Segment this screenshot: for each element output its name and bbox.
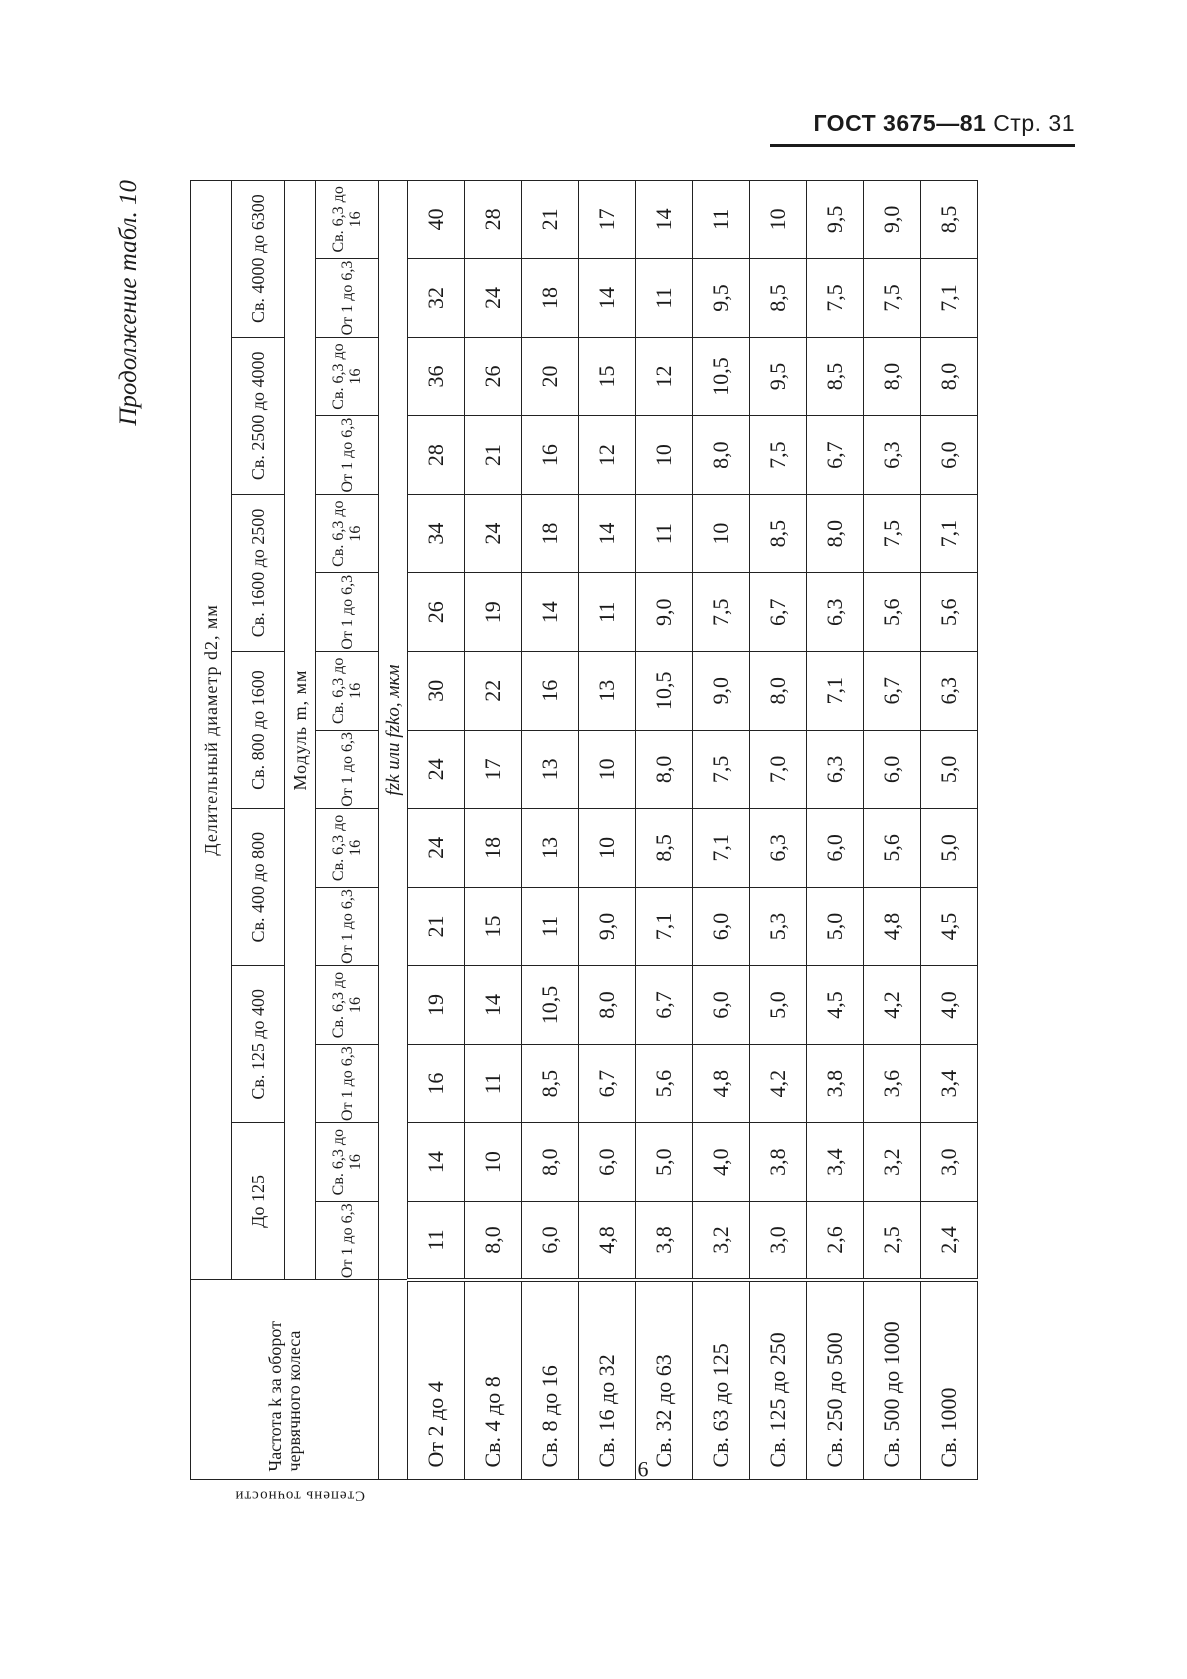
stepen-spacer: [693, 1480, 750, 1510]
value-cell: 11: [408, 1201, 465, 1280]
value-cell: 11: [522, 887, 579, 966]
value-cell: 4,0: [693, 1123, 750, 1202]
value-cell: 5,6: [921, 573, 978, 652]
value-cell: 3,0: [921, 1123, 978, 1202]
value-cell: 3,8: [807, 1044, 864, 1123]
module-a: От 1 до 6,3: [316, 1201, 379, 1280]
value-cell: 7,5: [750, 416, 807, 495]
value-cell: 11: [636, 259, 693, 338]
stepen-spacer: [750, 1480, 807, 1510]
frequency-header: Частота k за оборот червячного колеса: [191, 1280, 379, 1480]
value-cell: 16: [522, 652, 579, 731]
frequency-cell: Св. 125 до 250: [750, 1280, 807, 1480]
value-cell: 8,0: [750, 652, 807, 731]
value-cell: 2,5: [864, 1201, 921, 1280]
value-cell: 4,8: [579, 1201, 636, 1280]
page-header: [813, 110, 1075, 137]
value-cell: 8,5: [636, 809, 693, 888]
value-cell: 8,0: [579, 966, 636, 1045]
frequency-cell: Св. 16 до 32: [579, 1280, 636, 1480]
module-b: Св. 6,3 до 16: [316, 966, 379, 1045]
value-cell: 6,7: [864, 652, 921, 731]
frequency-cell: Св. 32 до 63: [636, 1280, 693, 1480]
value-cell: 5,6: [636, 1044, 693, 1123]
value-cell: 7,5: [693, 730, 750, 809]
value-cell: 8,0: [465, 1201, 522, 1280]
frequency-cell: От 2 до 4: [408, 1280, 465, 1480]
table-caption: Продолжение табл. 10: [115, 180, 142, 426]
value-cell: 6,0: [864, 730, 921, 809]
stepen-spacer: [636, 1480, 693, 1510]
value-cell: 3,0: [750, 1201, 807, 1280]
value-cell: 6,0: [921, 416, 978, 495]
value-cell: 6,0: [579, 1123, 636, 1202]
stepen-spacer: [864, 1480, 921, 1510]
module-a: От 1 до 6,3: [316, 887, 379, 966]
module-header: Модуль m, мм: [285, 180, 316, 1280]
value-cell: 6,3: [807, 573, 864, 652]
value-cell: 21: [465, 416, 522, 495]
module-a: От 1 до 6,3: [316, 1044, 379, 1123]
header-rule: [770, 144, 1075, 147]
value-cell: 13: [522, 809, 579, 888]
value-cell: 11: [636, 494, 693, 573]
value-cell: 8,0: [636, 730, 693, 809]
value-cell: 6,3: [864, 416, 921, 495]
value-cell: 6,0: [807, 809, 864, 888]
value-cell: 6,7: [579, 1044, 636, 1123]
value-cell: 5,6: [864, 573, 921, 652]
value-cell: 6,7: [750, 573, 807, 652]
module-b: Св. 6,3 до 16: [316, 809, 379, 888]
value-cell: 10: [750, 180, 807, 259]
value-cell: 8,5: [921, 180, 978, 259]
table-row: [408, 180, 465, 1510]
value-cell: 7,1: [636, 887, 693, 966]
value-cell: 9,5: [693, 259, 750, 338]
frequency-cell: Св. 500 до 1000: [864, 1280, 921, 1480]
stepen-spacer: [522, 1480, 579, 1510]
module-b: Св. 6,3 до 16: [316, 337, 379, 416]
value-cell: 19: [465, 573, 522, 652]
value-cell: 24: [465, 494, 522, 573]
value-cell: 8,5: [750, 259, 807, 338]
value-cell: 18: [522, 259, 579, 338]
value-cell: 26: [465, 337, 522, 416]
value-cell: 8,0: [693, 416, 750, 495]
value-cell: 17: [579, 180, 636, 259]
value-cell: 10: [636, 416, 693, 495]
value-cell: 4,2: [864, 966, 921, 1045]
value-cell: 7,1: [921, 259, 978, 338]
value-cell: 2,6: [807, 1201, 864, 1280]
value-cell: 10,5: [522, 966, 579, 1045]
value-cell: 10,5: [636, 652, 693, 731]
value-cell: 7,5: [693, 573, 750, 652]
module-a: От 1 до 6,3: [316, 573, 379, 652]
frequency-cell: Св. 63 до 125: [693, 1280, 750, 1480]
value-cell: 9,0: [636, 573, 693, 652]
value-cell: 7,0: [750, 730, 807, 809]
stepen-label-cell: [191, 1480, 408, 1510]
value-cell: 20: [522, 337, 579, 416]
value-cell: 15: [465, 887, 522, 966]
value-cell: 3,6: [864, 1044, 921, 1123]
frequency-cell: Св. 8 до 16: [522, 1280, 579, 1480]
value-cell: 4,2: [750, 1044, 807, 1123]
value-cell: 8,0: [807, 494, 864, 573]
value-cell: 5,6: [864, 809, 921, 888]
value-cell: 14: [522, 573, 579, 652]
value-cell: 6,0: [522, 1201, 579, 1280]
value-cell: 34: [408, 494, 465, 573]
table-row: [579, 180, 636, 1510]
value-cell: 8,5: [807, 337, 864, 416]
value-cell: 11: [579, 573, 636, 652]
value-cell: 3,4: [807, 1123, 864, 1202]
stepen-spacer: [408, 1480, 465, 1510]
module-b: Св. 6,3 до 16: [316, 180, 379, 259]
diameter-group-4: Св. 800 до 1600: [232, 652, 285, 809]
value-cell: 2,4: [921, 1201, 978, 1280]
value-cell: 7,1: [693, 809, 750, 888]
value-cell: 8,0: [522, 1123, 579, 1202]
value-cell: 28: [408, 416, 465, 495]
value-cell: 3,8: [750, 1123, 807, 1202]
value-cell: 3,2: [864, 1123, 921, 1202]
table-row: [921, 180, 978, 1510]
value-cell: 4,8: [693, 1044, 750, 1123]
frequency-cell: Св. 4 до 8: [465, 1280, 522, 1480]
table-row: [465, 180, 522, 1510]
stepen-spacer: [807, 1480, 864, 1510]
value-cell: 15: [579, 337, 636, 416]
value-cell: 6,7: [807, 416, 864, 495]
value-cell: 13: [522, 730, 579, 809]
value-cell: 8,5: [522, 1044, 579, 1123]
value-cell: 7,1: [807, 652, 864, 731]
diameter-group-1: До 125: [232, 1123, 285, 1280]
diameter-group-6: Св. 2500 до 4000: [232, 337, 285, 494]
value-cell: 10,5: [693, 337, 750, 416]
stepen-value: 6: [637, 1456, 649, 1482]
diameter-group-7: Св. 4000 до 6300: [232, 180, 285, 337]
value-cell: 28: [465, 180, 522, 259]
value-cell: 12: [636, 337, 693, 416]
value-cell: 5,0: [636, 1123, 693, 1202]
module-a: От 1 до 6,3: [316, 730, 379, 809]
page-number: Стр. 31: [993, 110, 1075, 136]
value-cell: 24: [408, 809, 465, 888]
stepen-spacer: [579, 1480, 636, 1510]
frequency-cell: Св. 250 до 500: [807, 1280, 864, 1480]
value-cell: 6,0: [693, 966, 750, 1045]
value-cell: 5,0: [921, 730, 978, 809]
value-cell: 7,5: [864, 494, 921, 573]
value-cell: 10: [579, 809, 636, 888]
module-a: От 1 до 6,3: [316, 259, 379, 338]
value-cell: 13: [579, 652, 636, 731]
value-cell: 26: [408, 573, 465, 652]
value-cell: 6,3: [921, 652, 978, 731]
value-cell: 14: [465, 966, 522, 1045]
value-cell: 40: [408, 180, 465, 259]
value-cell: 6,7: [636, 966, 693, 1045]
tolerance-table: [190, 180, 978, 1510]
value-cell: 9,0: [693, 652, 750, 731]
value-cell: 10: [579, 730, 636, 809]
value-cell: 21: [522, 180, 579, 259]
stepen-spacer: [465, 1480, 522, 1510]
module-b: Св. 6,3 до 16: [316, 494, 379, 573]
value-cell: 14: [408, 1123, 465, 1202]
value-cell: 4,0: [921, 966, 978, 1045]
value-header: fzk или fzko, мкм: [379, 180, 408, 1280]
value-cell: 6,0: [693, 887, 750, 966]
diameter-group-5: Св. 1600 до 2500: [232, 494, 285, 651]
value-cell: 3,2: [693, 1201, 750, 1280]
value-cell: 4,5: [807, 966, 864, 1045]
value-cell: 14: [579, 259, 636, 338]
value-cell: 11: [465, 1044, 522, 1123]
value-cell: 3,8: [636, 1201, 693, 1280]
value-cell: 3,4: [921, 1044, 978, 1123]
value-cell: 9,5: [807, 180, 864, 259]
value-cell: 7,5: [864, 259, 921, 338]
value-cell: 9,0: [864, 180, 921, 259]
value-cell: 8,0: [864, 337, 921, 416]
value-cell: 16: [522, 416, 579, 495]
module-a: От 1 до 6,3: [316, 416, 379, 495]
value-cell: 22: [465, 652, 522, 731]
diameter-group-3: Св. 400 до 800: [232, 809, 285, 966]
diameter-header: Делительный диаметр d2, мм: [191, 180, 232, 1280]
frequency-cell: Св. 1000: [921, 1280, 978, 1480]
value-cell: 6,3: [807, 730, 864, 809]
value-cell: 21: [408, 887, 465, 966]
frequency-subheader-blank: [379, 1280, 408, 1480]
value-cell: 36: [408, 337, 465, 416]
value-cell: 4,8: [864, 887, 921, 966]
stepen-label: Степень точности: [233, 1487, 365, 1504]
value-cell: 10: [693, 494, 750, 573]
value-cell: 5,0: [807, 887, 864, 966]
value-cell: 19: [408, 966, 465, 1045]
value-cell: 24: [408, 730, 465, 809]
value-cell: 5,0: [921, 809, 978, 888]
value-cell: 5,0: [750, 966, 807, 1045]
standard-title: ГОСТ 3675—81: [813, 110, 987, 136]
value-cell: 7,1: [921, 494, 978, 573]
value-cell: 10: [465, 1123, 522, 1202]
table-row: [864, 180, 921, 1510]
table-row: [807, 180, 864, 1510]
table-row: [750, 180, 807, 1510]
value-cell: 12: [579, 416, 636, 495]
value-cell: 16: [408, 1044, 465, 1123]
value-cell: 18: [522, 494, 579, 573]
value-cell: 18: [465, 809, 522, 888]
diameter-group-2: Св. 125 до 400: [232, 966, 285, 1123]
module-b: Св. 6,3 до 16: [316, 652, 379, 731]
value-cell: 24: [465, 259, 522, 338]
value-cell: 14: [636, 180, 693, 259]
value-cell: 30: [408, 652, 465, 731]
value-cell: 5,3: [750, 887, 807, 966]
value-cell: 32: [408, 259, 465, 338]
stepen-spacer: [921, 1480, 978, 1510]
table-row: [522, 180, 579, 1510]
table-row: [693, 180, 750, 1510]
value-cell: 9,5: [750, 337, 807, 416]
value-cell: 4,5: [921, 887, 978, 966]
module-b: Св. 6,3 до 16: [316, 1123, 379, 1202]
value-cell: 11: [693, 180, 750, 259]
value-cell: 8,5: [750, 494, 807, 573]
table-row: [636, 180, 693, 1510]
value-cell: 9,0: [579, 887, 636, 966]
value-cell: 8,0: [921, 337, 978, 416]
value-cell: 7,5: [807, 259, 864, 338]
value-cell: 6,3: [750, 809, 807, 888]
value-cell: 17: [465, 730, 522, 809]
value-cell: 14: [579, 494, 636, 573]
